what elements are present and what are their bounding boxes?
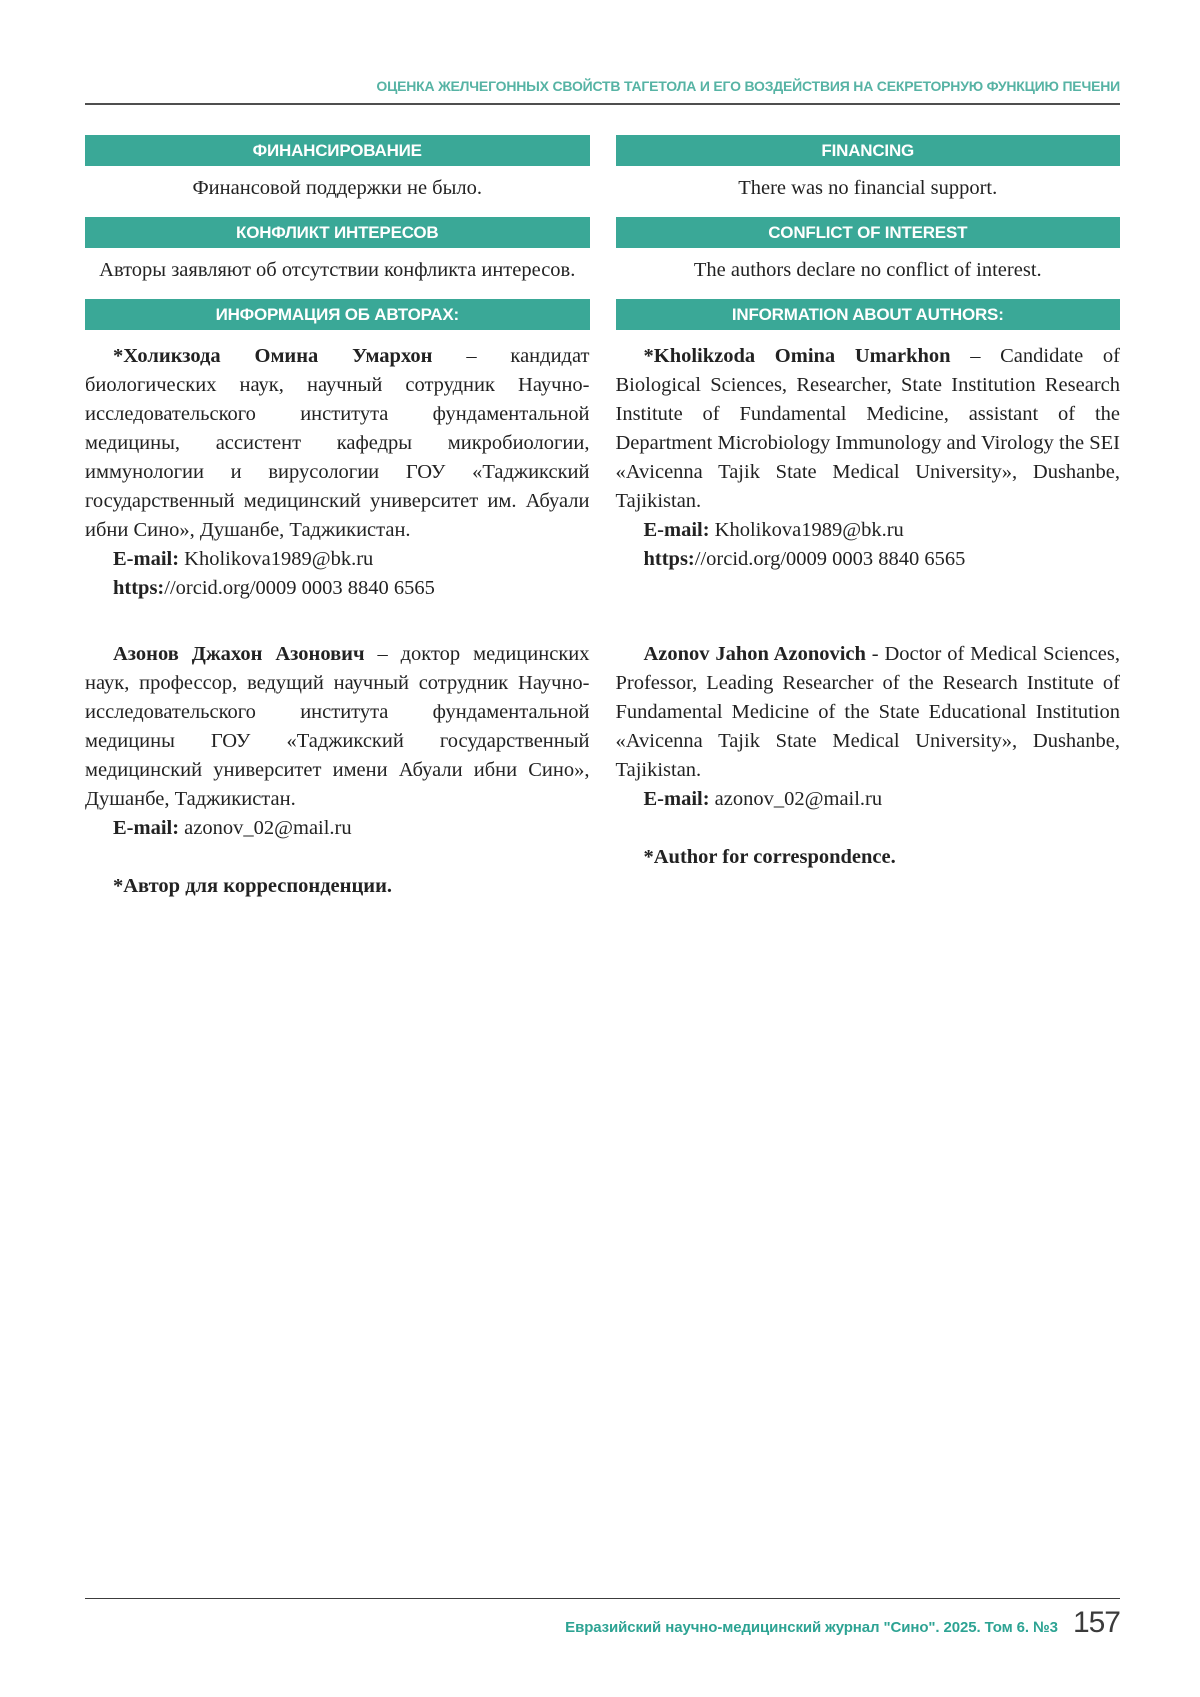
email-value: Kholikova1989@bk.ru xyxy=(709,519,904,542)
conflict-text-ru: Авторы заявляют об отсутствии конфликта интересов. xyxy=(99,259,576,282)
author2-email-ru xyxy=(85,814,590,843)
section-heading-authors-ru: ИНФОРМАЦИЯ ОБ АВТОРАХ: xyxy=(85,299,590,330)
orcid-label: https: xyxy=(643,548,695,571)
email-label: E-mail: xyxy=(113,548,180,571)
orcid-value: //orcid.org/0009 0003 8840 6565 xyxy=(694,548,966,571)
section-heading-authors-en: INFORMATION ABOUT AUTHORS: xyxy=(616,299,1121,330)
section-heading-conflict-ru: КОНФЛИКТ ИНТЕРЕСОВ xyxy=(85,217,590,248)
financing-text-ru: Финансовой поддержки не было. xyxy=(192,177,482,200)
author1-email-en xyxy=(616,516,1121,545)
orcid-value: //orcid.org/0009 0003 8840 6565 xyxy=(164,577,435,600)
running-head: ОЦЕНКА ЖЕЛЧЕГОННЫХ СВОЙСТВ ТАГЕТОЛА И ЕГО ВОЗДЕЙСТВИЯ НА СЕКРЕТОРНУЮ ФУНКЦИЮ ПЕЧЕНИ xyxy=(376,78,1120,94)
section-heading-conflict-en: CONFLICT OF INTEREST xyxy=(616,217,1121,248)
author1-orcid-ru xyxy=(85,574,590,603)
author2-paragraph-ru xyxy=(85,640,590,814)
footer-page-number: 157 xyxy=(1072,1606,1120,1639)
correspondence-note-ru: *Автор для корреспонденции. xyxy=(113,875,393,898)
correspondence-note-en: *Author for correspondence. xyxy=(643,846,896,869)
author1-orcid-en xyxy=(616,545,1121,574)
email-value: azonov_02@mail.ru xyxy=(709,788,883,811)
email-label: E-mail: xyxy=(643,519,710,542)
author1-bio-en: – Candidate of Biological Sciences, Researcher, State Institution Research Institute of Fundamental Medicine, assistant of the Department Microbiology Immunology and Virology the SEI «Avicenna Tajik State Medical University», Dushanbe, Tajikistan. xyxy=(615,345,1120,513)
section-heading-financing-en: FINANCING xyxy=(616,135,1121,166)
author2-bio-ru: – доктор медицинских наук, профессор, ведущий научный сотрудник Научно-исследовательского института фундаментальной медицины ГОУ «Таджикский государственный медицинский университет имени Абуали ибни Сино», Душанбе, Таджикистан. xyxy=(85,643,590,811)
email-value: azonov_02@mail.ru xyxy=(179,817,352,840)
author2-block-ru xyxy=(85,603,590,901)
author1-block-ru xyxy=(85,330,590,603)
section-heading-financing-ru: ФИНАНСИРОВАНИЕ xyxy=(85,135,590,166)
page-footer xyxy=(85,1598,1120,1640)
author2-block-en xyxy=(616,603,1121,872)
footer-inner xyxy=(85,1599,1120,1640)
orcid-label: https: xyxy=(113,577,165,600)
email-label: E-mail: xyxy=(113,817,180,840)
email-label: E-mail: xyxy=(643,788,710,811)
author2-bio-en: - Doctor of Medical Sciences, Professor, Leading Researcher of the Research Institute of Fundamental Medicine of the State Educational Institution «Avicenna Tajik State Medical University», Dushanbe, Tajikistan. xyxy=(615,643,1120,782)
author2-email-en xyxy=(616,785,1121,814)
author2-name-en: Azonov Jahon Azonovich xyxy=(643,643,866,666)
financing-text-en: There was no financial support. xyxy=(738,177,998,200)
author1-paragraph-ru xyxy=(85,342,590,545)
author1-name-ru: *Холикзода Омина Умархон xyxy=(113,345,433,368)
header-rule xyxy=(85,103,1120,106)
author1-email-ru xyxy=(85,545,590,574)
author1-name-en: *Kholikzoda Omina Umarkhon xyxy=(643,345,951,368)
conflict-text-en: The authors declare no conflict of interest. xyxy=(693,259,1042,282)
content-grid xyxy=(85,135,1120,901)
author2-paragraph-en xyxy=(616,640,1121,785)
footer-journal-line: Евразийский научно-медицинский журнал "Сино". 2025. Том 6. №3 xyxy=(565,1619,1058,1636)
author2-name-ru: Азонов Джахон Азонович xyxy=(113,643,365,666)
author1-block-en xyxy=(616,330,1121,574)
email-value: Kholikova1989@bk.ru xyxy=(179,548,374,571)
author1-paragraph-en xyxy=(616,342,1121,516)
author1-bio-ru: – кандидат биологических наук, научный сотрудник Научно-исследовательского института фундаментальной медицины, ассистент кафедры микробиологии, иммунологии и вирусологии ГОУ «Таджикский государственный медицинский университет им. Абуали ибни Сино», Душанбе, Таджикистан. xyxy=(85,345,590,542)
